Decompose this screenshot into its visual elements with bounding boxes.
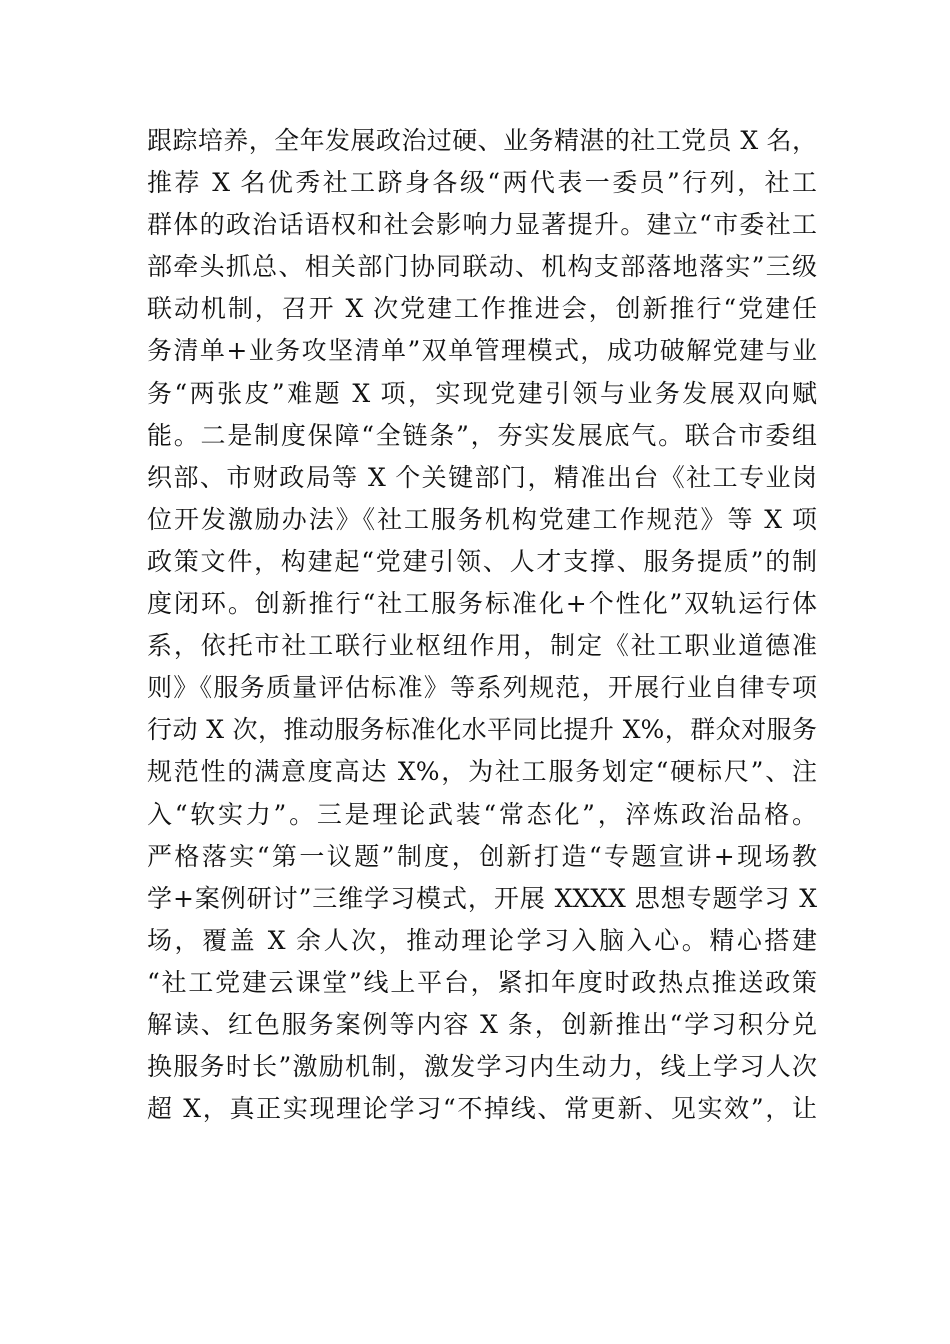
text-line: 度闭环。创新推行“社工服务标准化+个性化”双轨运行体 [147,589,817,619]
body-text [147,120,817,1130]
text-line: 规范性的满意度高达 X%，为社工服务划定“硬标尺”、注 [147,757,817,787]
text-line: 联动机制，召开 X 次党建工作推进会，创新推行“党建任 [147,294,817,324]
text-line: 位开发激励办法》《社工服务机构党建工作规范》等 X 项 [147,504,817,534]
text-line: 跟踪培养，全年发展政治过硬、业务精湛的社工党员 X 名， [147,126,817,155]
text-line: 织部、市财政局等 X 个关键部门，精准出台《社工专业岗 [147,462,817,492]
text-line: 入“软实力”。三是理论武装“常态化”，淬炼政治品格。 [147,799,817,829]
text-line: 解读、红色服务案例等内容 X 条，创新推出“学习积分兑 [147,1009,817,1039]
text-line: 场，覆盖 X 余人次，推动理论学习入脑入心。精心搭建 [147,925,817,955]
text-line: 超 X，真正实现理论学习“不掉线、常更新、见实效”，让 [147,1094,817,1124]
text-line: 群体的政治话语权和社会影响力显著提升。建立“市委社工 [147,210,817,240]
text-line: 系，依托市社工联行业枢纽作用，制定《社工职业道德准 [147,631,817,661]
text-line: 务“两张皮”难题 X 项，实现党建引领与业务发展双向赋 [147,378,817,408]
text-line: 行动 X 次，推动服务标准化水平同比提升 X%，群众对服务 [147,715,817,745]
text-line: 则》《服务质量评估标准》等系列规范，开展行业自律专项 [147,673,817,703]
text-line: 务清单+业务攻坚清单”双单管理模式，成功破解党建与业 [147,336,817,366]
text-line: 推荐 X 名优秀社工跻身各级“两代表一委员”行列，社工 [147,168,817,198]
text-line: 能。二是制度保障“全链条”，夯实发展底气。联合市委组 [147,420,817,450]
text-line: 严格落实“第一议题”制度，创新打造“专题宣讲+现场教 [147,841,817,871]
text-line: 部牵头抓总、相关部门协同联动、机构支部落地落实”三级 [147,252,817,282]
text-line: 政策文件，构建起“党建引领、人才支撑、服务提质”的制 [147,546,817,576]
text-line: 换服务时长”激励机制，激发学习内生动力，线上学习人次 [147,1052,817,1082]
text-line: 学+案例研讨”三维学习模式，开展 XXXX 思想专题学习 X [147,883,817,913]
text-line: “社工党建云课堂”线上平台，紧扣年度时政热点推送政策 [147,967,817,997]
